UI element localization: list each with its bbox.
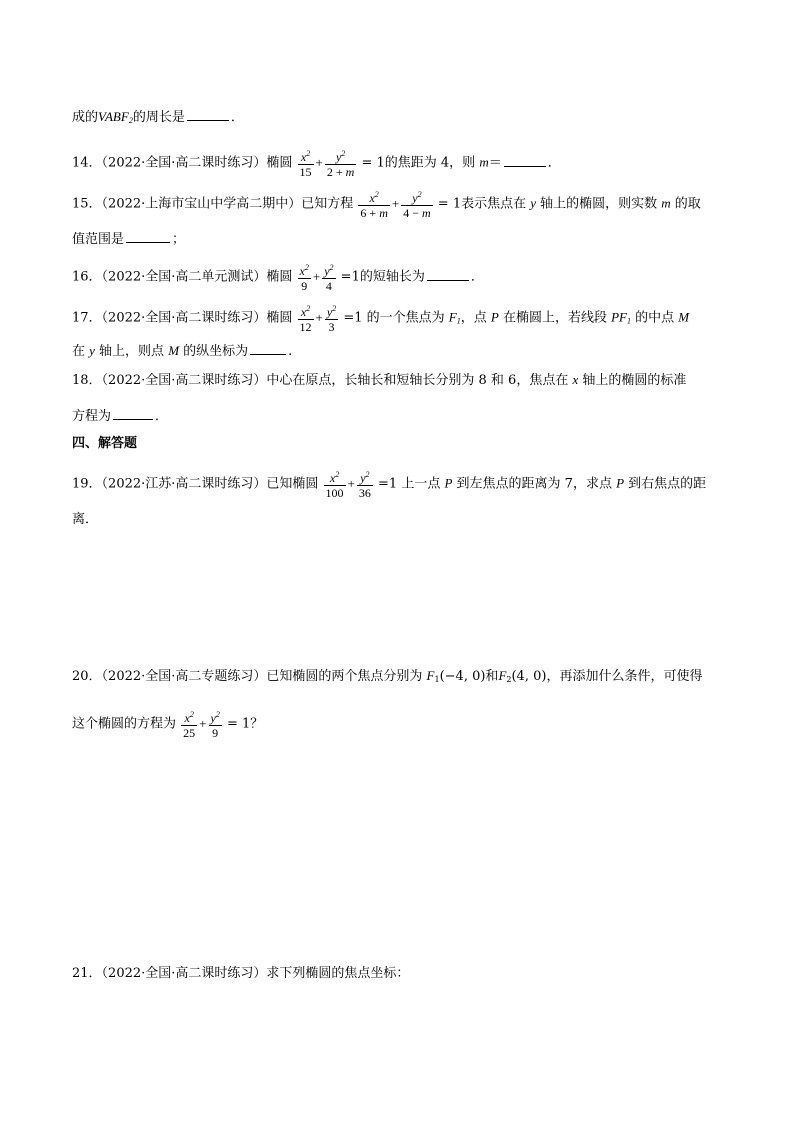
fraction-x2-9: $\frac{x^2}{9}$ <box>299 263 309 293</box>
q20-line-2: 这个椭圆的方程为 $\frac{x^2}{25}$ + $\frac{y^2}{9}$ = 1？ <box>72 710 264 740</box>
q13-line: 成的$VABF_2$的周长是 ． <box>72 106 244 131</box>
q15-line-2: 值范围是 ； <box>72 228 185 250</box>
q15-line-1: 15．（2022·上海市宝山中学高二期中）已知方程 $\frac{x^2}{6 + m}$ + $\frac{y^2}{4 - m}$ = 1表示焦点在 y 轴上的椭圆，则实数 m 的取 <box>72 190 701 220</box>
q19-line-1: 19．（2022·江苏·高二课时练习）已知椭圆 $\frac{x^2}{100}$ + $\frac{y^2}{36}$ =1 上一点 P 到左焦点的距离为 7，求点 P 到右焦点的距 <box>72 470 707 500</box>
answer-blank[interactable] <box>113 405 153 420</box>
fraction-y2-9: $\frac{y^2}{9}$ <box>210 710 220 740</box>
fraction-y2-4m: $\frac{y^2}{4 - m}$ <box>403 190 431 220</box>
q16-line: 16．（2022·全国·高二单元测试）椭圆 $\frac{x^2}{9}$ + $\frac{y^2}{4}$ =1的短轴长为 ． <box>72 263 484 293</box>
fraction-y2-3: $\frac{y^2}{3}$ <box>326 304 337 334</box>
q20-line-1: 20．（2022·全国·高二专题练习）已知椭圆的两个焦点分别为 $F_1(-4$, 0)和$F_2(4$, 0)，再添加什么条件，可使得 <box>72 668 703 684</box>
q14-line: 14．（2022·全国·高二课时练习）椭圆 $\frac{x^2}{15}$ + $\frac{y^2}{2 + m}$ = 1的焦距为 4，则 m＝ ． <box>72 149 561 179</box>
fraction-y2-4: $\frac{y^2}{4}$ <box>324 263 334 293</box>
q21-line: 21．（2022·全国·高二课时练习）求下列椭圆的焦点坐标： <box>72 966 410 981</box>
answer-blank[interactable] <box>126 228 170 243</box>
fraction-y2-2m: $\frac{y^2}{2 + m}$ <box>326 149 355 179</box>
fraction-x2-100: $\frac{x^2}{100}$ <box>325 470 344 500</box>
q17-line-1: 17．（2022·全国·高二课时练习）椭圆 $\frac{x^2}{12}$ + $\frac{y^2}{3}$ =1 的一个焦点为 $F_1$，点 P 在椭圆上，若线段 $PF_1$ 的中点 M <box>72 304 690 334</box>
fraction-y2-36: $\frac{y^2}{36}$ <box>358 470 371 500</box>
q18-line-1: 18．（2022·全国·高二课时练习）中心在原点，长轴长和短轴长分别为 8 和 6，焦点在 x 轴上的椭圆的标准 <box>72 372 687 388</box>
fraction-x2-6m: $\frac{x^2}{6 + m}$ <box>360 190 388 220</box>
q18-line-2: 方程为 ． <box>72 405 168 427</box>
answer-blank[interactable] <box>187 106 229 121</box>
fraction-x2-12: $\frac{x^2}{12}$ <box>299 304 312 334</box>
q19-line-2: 离． <box>72 512 99 527</box>
answer-blank[interactable] <box>427 266 469 281</box>
fraction-x2-15: $\frac{x^2}{15}$ <box>299 149 312 179</box>
fraction-x2-25: $\frac{x^2}{25}$ <box>183 710 196 740</box>
q17-line-2: 在 y 轴上，则点 M 的纵坐标为 . <box>72 340 292 362</box>
answer-blank[interactable] <box>250 340 286 355</box>
answer-blank[interactable] <box>504 152 546 167</box>
section-heading: 四、解答题 <box>72 436 138 451</box>
